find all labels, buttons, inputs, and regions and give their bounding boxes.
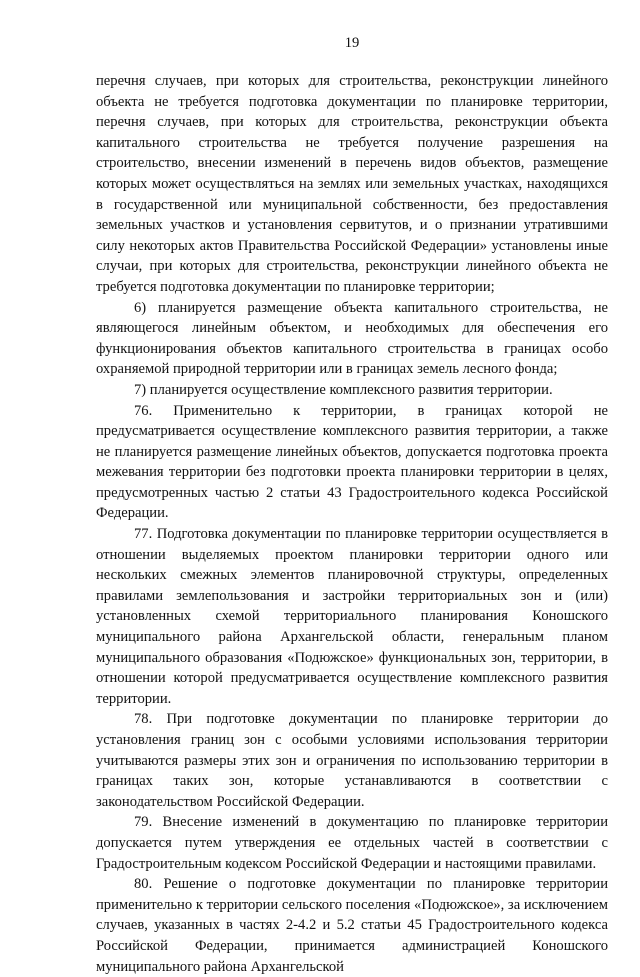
document-body [96,71,608,977]
page-number: 19 [344,35,360,51]
paragraph-79: 79. Внесение изменений в документацию по планировке территории допускается путем утверждения ее отдельных частей в соответствии с Градостроительным кодексом Российской Федерации и настоящими правилами. [96,814,608,872]
paragraph-item-7: 7) планируется осуществление комплексного развития территории. [134,381,553,398]
paragraph-78: 78. При подготовке документации по планировке территории до установления границ зон с особыми условиями использования территории учитываются размеры этих зон и ограничения по использованию территории в границах таких зон, которые устанавливаются в соответствии с законодательством Российской Федерации. [96,711,608,810]
paragraph-1: перечня случаев, при которых для строительства, реконструкции линейного объекта не требуется подготовка документации по планировке территории, перечня случаев, при которых для строительства, реконструкции объекта капитального строительства не требуется получение разрешения на строительство, внесении изменений в перечень видов объектов, размещение которых может осуществляться на землях или земельных участках, находящихся в государственной или муниципальной собственности, без предоставления земельных участков и установления сервитутов, и о признании утратившими силу некоторых актов Правительства Российской Федерации» установлены иные случаи, при которых для строительства, реконструкции линейного объекта не требуется подготовка документации по планировке территории; [96,73,608,295]
paragraph-76: 76. Применительно к территории, в границах которой не предусматривается осуществление комплексного развития территории, а также не планируется размещение линейных объектов, допускается подготовка проекта межевания территории без подготовки проекта планировки территории в целях, предусмотренных частью 2 статьи 43 Градостроительного кодекса Российской Федерации. [96,402,608,522]
paragraph-77: 77. Подготовка документации по планировке территории осуществляется в отношении выделяемых проектом планировки территории одного или нескольких смежных элементов планировочной структуры, определенных правилами землепользования и застройки территориальных зон и (или) установленных схемой территориального планирования Коношского муниципального района Архангельской области, генеральным планом муниципального образования «Подюжское» функциональных зон, территории, в отношении которой предусматривается осуществление комплексного развития территории. [96,526,608,707]
paragraph-80: 80. Решение о подготовке документации по планировке территории применительно к территории сельского поселения «Подюжское», за исключением случаев, указанных в частях 2-4.2 и 5.2 статьи 45 Градостроительного кодекса Российской Федерации, принимается администрацией Коношского муниципального района Архангельской [96,876,608,975]
paragraph-item-6: 6) планируется размещение объекта капитального строительства, не являющегося линейным объектом, и необходимых для обеспечения его функционирования объектов капитального строительства в границах особо охраняемой природной территории или в границах земель лесного фонда; [96,299,608,378]
